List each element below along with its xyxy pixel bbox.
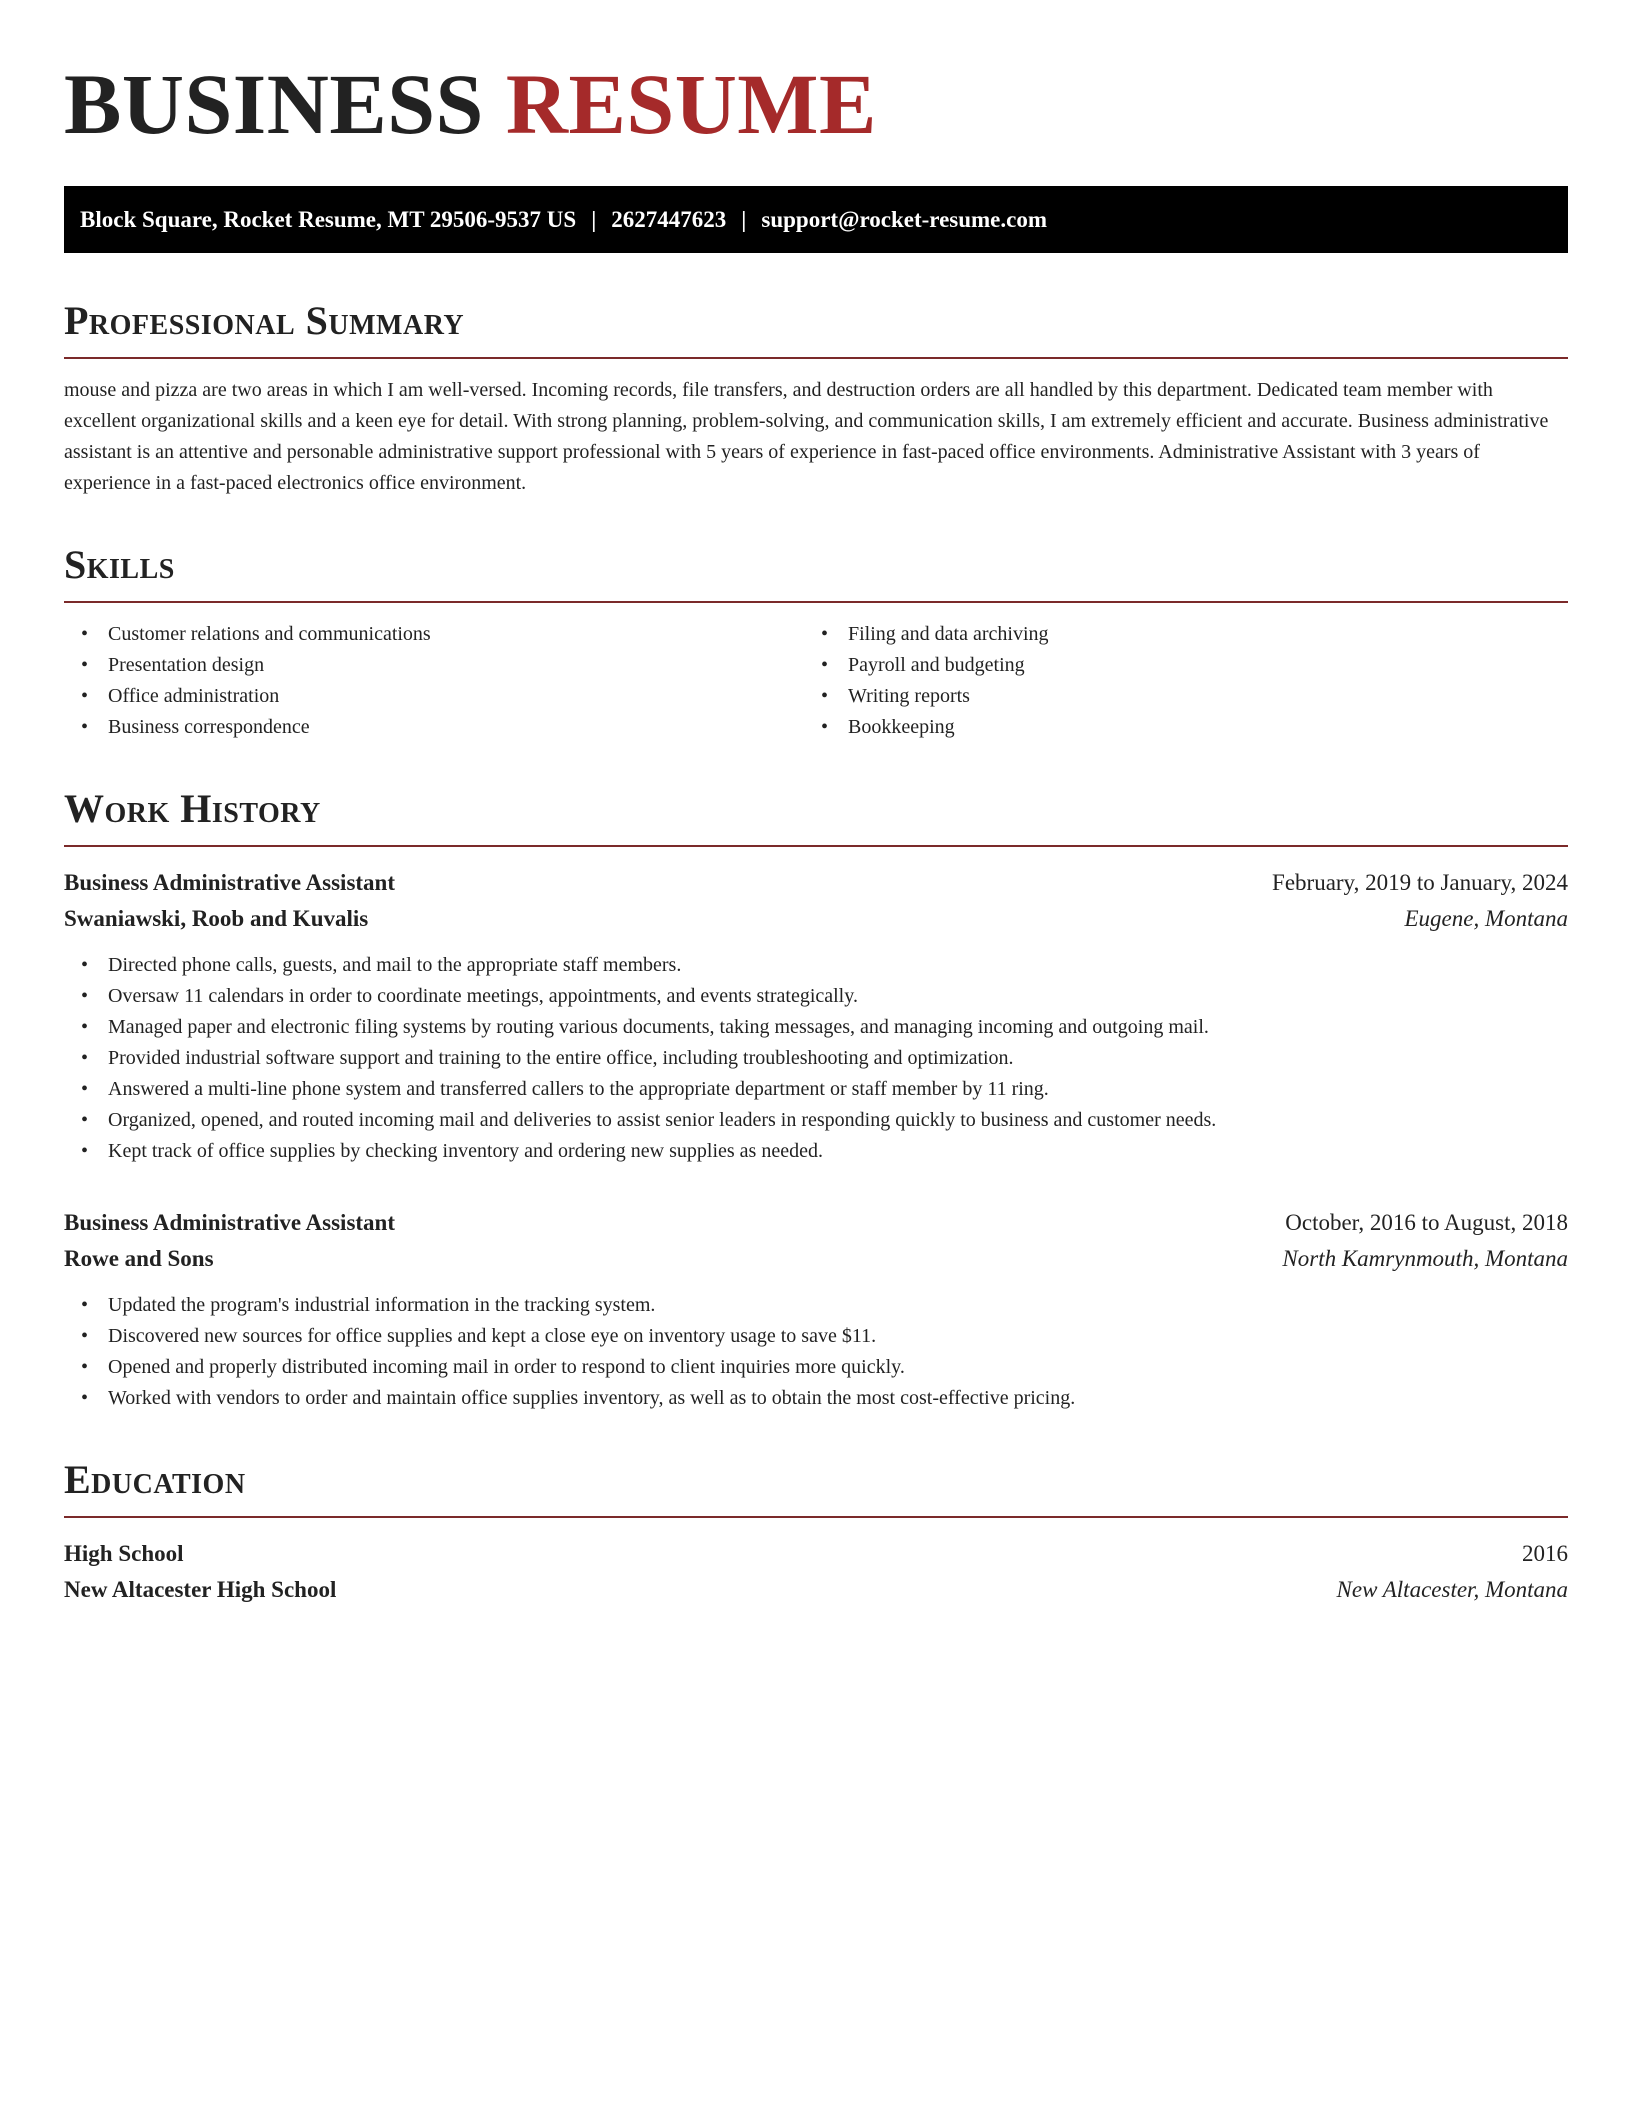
contact-address: Block Square, Rocket Resume, MT 29506-9537 US xyxy=(80,206,577,232)
contact-separator: | xyxy=(741,206,747,232)
job-header-row xyxy=(64,865,1568,901)
job-duty-item: • Updated the program's industrial information in the tracking system. xyxy=(64,1290,1568,1321)
work-history-heading: Work History xyxy=(64,785,1568,847)
job-company-row xyxy=(64,901,1568,937)
education-school: New Altacester High School xyxy=(64,1577,337,1602)
job-duty-item: • Kept track of office supplies by checking inventory and ordering new supplies as needed. xyxy=(64,1136,1568,1167)
job-title: Business Administrative Assistant xyxy=(64,870,396,895)
title-main: BUSINESS xyxy=(64,56,484,152)
job-location: North Kamrynmouth, Montana xyxy=(1282,1246,1568,1271)
resume-title xyxy=(64,56,1568,152)
skills-column-right xyxy=(804,619,1544,743)
education-degree: High School xyxy=(64,1541,184,1566)
skills-heading: Skills xyxy=(64,541,1568,603)
summary-heading: Professional Summary xyxy=(64,297,1568,359)
education-year: 2016 xyxy=(1522,1541,1568,1566)
title-accent: RESUME xyxy=(505,56,877,152)
skill-item: • Office administration xyxy=(64,681,804,712)
contact-bar xyxy=(64,186,1568,253)
education-heading: Education xyxy=(64,1456,1568,1518)
job-duty-item: • Organized, opened, and routed incoming mail and deliveries to assist senior leaders in responding quickly to business and customer needs. xyxy=(64,1105,1568,1136)
job-header-row xyxy=(64,1205,1568,1241)
skill-item: • Presentation design xyxy=(64,650,804,681)
job-duty-item: • Discovered new sources for office supplies and kept a close eye on inventory usage to save $11. xyxy=(64,1321,1568,1352)
job-duty-item: • Worked with vendors to order and maintain office supplies inventory, as well as to obtain the most cost-effective pricing. xyxy=(64,1383,1568,1414)
job-company: Rowe and Sons xyxy=(64,1246,214,1271)
education-entry xyxy=(64,1536,1568,1608)
job-duties xyxy=(64,950,1568,1167)
skill-item: • Payroll and budgeting xyxy=(804,650,1544,681)
contact-separator: | xyxy=(591,206,597,232)
job-entry xyxy=(64,865,1568,1167)
skill-item: • Business correspondence xyxy=(64,712,804,743)
job-duty-item: • Oversaw 11 calendars in order to coordinate meetings, appointments, and events strategically. xyxy=(64,981,1568,1012)
job-company-row xyxy=(64,1241,1568,1277)
job-duty-item: • Answered a multi-line phone system and transferred callers to the appropriate department or staff member by 11 ring. xyxy=(64,1074,1568,1105)
skill-item: • Bookkeeping xyxy=(804,712,1544,743)
job-title: Business Administrative Assistant xyxy=(64,1210,396,1235)
contact-phone: 2627447623 xyxy=(611,206,727,232)
contact-email: support@rocket-resume.com xyxy=(761,206,1048,232)
job-duty-item: • Directed phone calls, guests, and mail to the appropriate staff members. xyxy=(64,950,1568,981)
education-school-row xyxy=(64,1572,1568,1608)
job-company: Swaniawski, Roob and Kuvalis xyxy=(64,906,369,931)
education-header-row xyxy=(64,1536,1568,1572)
job-dates: February, 2019 to January, 2024 xyxy=(1272,870,1568,895)
education-location: New Altacester, Montana xyxy=(1336,1577,1568,1602)
summary-text: mouse and pizza are two areas in which I am well-versed. Incoming records, file transfers, and destruction orders are all handled by this department. Dedicated team member with excellent organizational skills and a keen eye for detail. With strong planning, problem-solving, and communication skills, I am extremely efficient and accurate. Business administrative assistant is an attentive and personable administrative support professional with 5 years of experience in fast-paced office environments. Administrative Assistant with 3 years of experience in a fast-paced electronics office environment. xyxy=(64,379,1549,494)
skills-column-left xyxy=(64,619,804,743)
job-duty-item: • Opened and properly distributed incoming mail in order to respond to client inquiries more quickly. xyxy=(64,1352,1568,1383)
job-duty-item: • Managed paper and electronic filing systems by routing various documents, taking messages, and managing incoming and outgoing mail. xyxy=(64,1012,1568,1043)
skill-item: • Customer relations and communications xyxy=(64,619,804,650)
job-duty-item: • Provided industrial software support and training to the entire office, including troubleshooting and optimization. xyxy=(64,1043,1568,1074)
skills-list xyxy=(64,619,1568,743)
skill-item: • Writing reports xyxy=(804,681,1544,712)
skill-item: • Filing and data archiving xyxy=(804,619,1544,650)
job-entry xyxy=(64,1205,1568,1414)
job-dates: October, 2016 to August, 2018 xyxy=(1285,1210,1568,1235)
job-location: Eugene, Montana xyxy=(1404,906,1568,931)
job-duties xyxy=(64,1290,1568,1414)
